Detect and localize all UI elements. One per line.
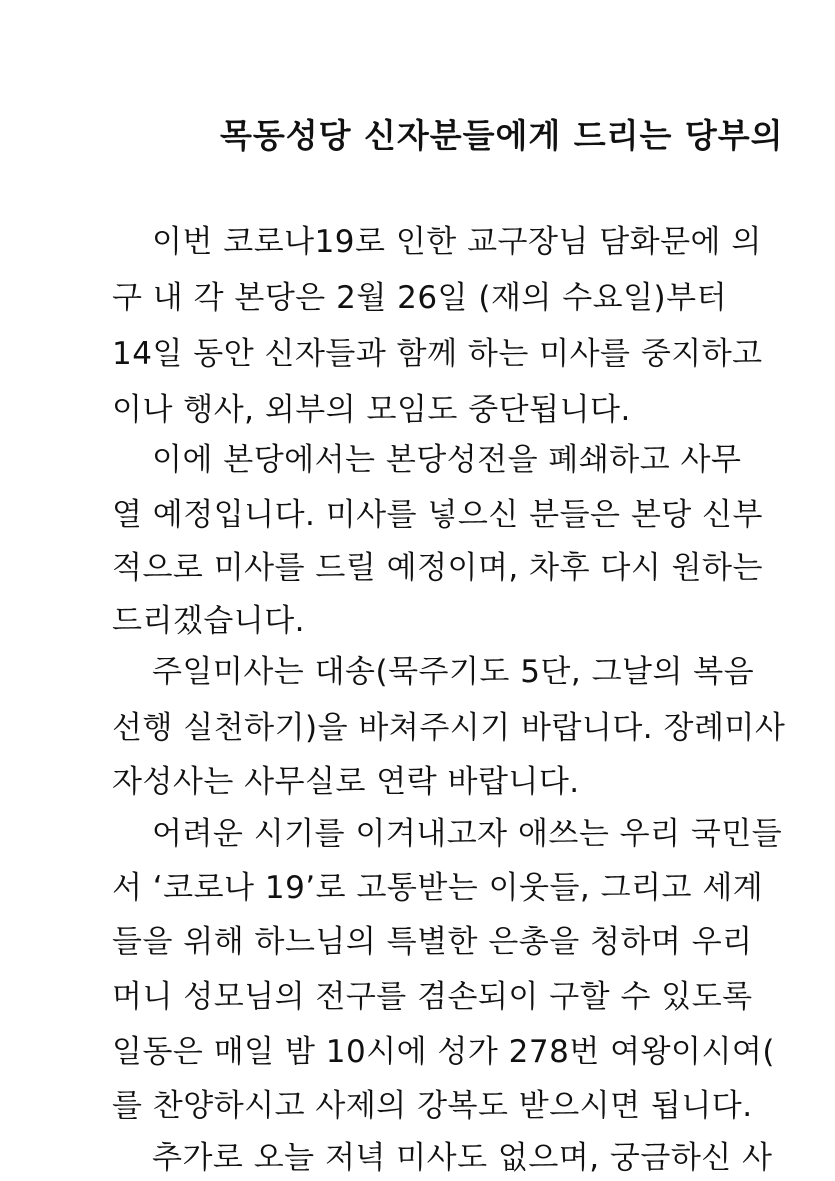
paragraph-line: 이에 본당에서는 본당성전을 폐쇄하고 사무 [152,442,742,478]
paragraph-line: 이번 코로나19로 인한 교구장님 담화문에 의 [152,224,762,260]
paragraph-line: 이나 행사, 외부의 모임도 중단됩니다. [112,392,631,428]
paragraph-line: 구 내 각 본당은 2월 26일 (재의 수요일)부터 [112,280,728,316]
paragraph-line: 주일미사는 대송(묵주기도 5단, 그날의 복음 [152,654,755,690]
paragraph-line: 를 찬양하시고 사제의 강복도 받으시면 됩니다. [112,1088,753,1124]
paragraph-line: 열 예정입니다. 미사를 넣으신 분들은 본당 신부 [112,497,763,533]
paragraph-line: 14일 동안 신자들과 함께 하는 미사를 중지하고 [112,336,763,372]
document-title: 목동성당 신자분들에게 드리는 당부의 [220,116,784,155]
paragraph-line: 드리겠습니다. [112,603,306,639]
paragraph-line: 자성사는 사무실로 연락 바랍니다. [112,764,580,800]
paragraph-line: 추가로 오늘 저녁 미사도 없으며, 궁금하신 사 [152,1140,773,1176]
paragraph-line: 선행 실천하기)을 바쳐주시기 바랍니다. 장례미사 [112,710,786,746]
paragraph-line: 어려운 시기를 이겨내고자 애쓰는 우리 국민들 [152,816,783,852]
paragraph-line: 머니 성모님의 전구를 겸손되이 구할 수 있도록 [112,979,753,1015]
paragraph-line: 일동은 매일 밤 10시에 성가 278번 여왕이시여( [112,1034,775,1070]
paragraph-line: 들을 위해 하느님의 특별한 은총을 청하며 우리 [112,924,753,960]
paragraph-line: 서 ‘코로나 19’로 고통받는 이웃들, 그리고 세계 [112,870,764,906]
paragraph-line: 적으로 미사를 드릴 예정이며, 차후 다시 원하는 [112,550,763,586]
